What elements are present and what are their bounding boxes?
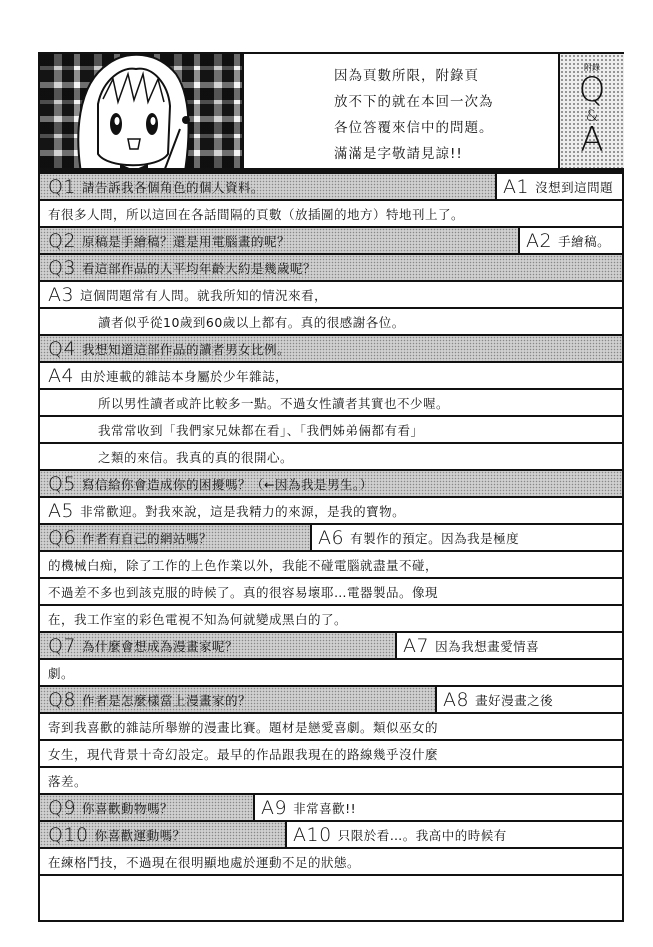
answer-row [40,768,622,795]
inline-answer [395,633,622,658]
answer-row [40,444,622,471]
question-label: Q4 [48,337,77,360]
intro-line: 各位答覆來信中的問題。 [334,120,494,136]
answer-text: 之類的來信。我真的真的很開心。 [98,449,294,465]
answer-text: 在，我工作室的彩色電視不知為何就變成黑白的了。 [48,611,348,627]
answer-row [40,849,622,876]
answer-text: 不過差不多也到該克服的時候了。真的很容易壞耶…電器製品。像現 [48,584,439,600]
answer-row [40,714,622,741]
answer-text: 畫好漫畫之後 [475,692,554,708]
answer-label: A5 [48,499,75,522]
answer-label: A10 [293,823,332,846]
answer-label: A9 [261,796,288,819]
answer-text: 女生，現代背景十奇幻設定。最早的作品跟我現在的路線幾乎沒什麼 [48,746,439,762]
question-row [40,174,622,201]
badge-a: A [580,120,604,160]
question-text: 為什麼會想成為漫畫家呢？ [82,638,239,654]
question-text: 作者是怎麼樣當上漫畫家的？ [82,692,252,708]
character-illustration [40,54,244,168]
answer-text: 讀者似乎從10歲到60歲以上都有。真的很感謝各位。 [98,314,405,330]
answer-text: 所以男性讀者或許比較多一點。不過女性讀者其實也不少喔。 [98,395,450,411]
answer-label: A1 [503,175,530,198]
girl-character-icon [68,54,198,168]
inline-answer [435,687,622,712]
question-text: 請告訴我各個角色的個人資料。 [82,179,265,195]
question-label: Q10 [48,823,89,846]
question-row [40,795,622,822]
question-row [40,525,622,552]
intro-line: 因為頁數所限，附錄頁 [334,68,479,84]
question-row [40,255,622,282]
answer-label: A6 [318,526,345,549]
intro-line: 滿滿是字敬請見諒!! [334,146,463,162]
answer-row [40,309,622,336]
inline-answer [310,525,622,550]
answer-text: 手繪稿。 [558,233,611,249]
answer-text: 落差。 [48,773,88,789]
answer-row [40,390,622,417]
question-text: 看這部作品的人平均年齡大約是幾歲呢？ [82,260,317,276]
question-label: Q8 [48,688,77,711]
question-label: Q2 [48,229,77,252]
question-text: 原稿是手繪稿？還是用電腦畫的呢？ [82,233,291,249]
question-label: Q5 [48,472,77,495]
answer-text: 由於連載的雜誌本身屬於少年雜誌， [80,368,289,384]
answer-text: 沒想到這問題 [535,179,614,195]
question-label: Q9 [48,796,77,819]
answer-text: 在練格鬥技，不過現在很明顯地處於運動不足的狀態。 [48,854,361,870]
qa-page-frame [38,52,624,922]
question-text: 你喜歡運動嗎？ [94,827,186,843]
answer-text: 非常喜歡!! [293,800,357,816]
badge-amp: & [585,106,599,125]
answer-text: 寄到我喜歡的雜誌所舉辦的漫畫比賽。題材是戀愛喜劇。類似巫女的 [48,719,439,735]
answer-row [40,282,622,309]
question-text: 寫信給你會造成你的困擾嗎？（←因為我是男生。） [82,476,373,492]
answer-label: A8 [443,688,470,711]
answer-text: 這個問題常有人問。就我所知的情況來看， [80,287,328,303]
answer-row [40,660,622,687]
answer-row [40,498,622,525]
answer-text: 有製作的預定。因為我是極度 [350,530,520,546]
answer-row [40,417,622,444]
answer-text: 因為我想畫愛情喜 [435,638,540,654]
answer-row [40,741,622,768]
question-row [40,336,622,363]
answer-row [40,579,622,606]
answer-row [40,552,622,579]
answer-label: A7 [403,634,430,657]
qa-badge [558,54,624,168]
answer-text: 我常常收到「我們家兄妹都在看」、「我們姊弟倆都有看」 [98,422,424,438]
badge-q: Q [578,70,606,110]
inline-answer [518,228,622,253]
question-label: Q1 [48,175,77,198]
answer-label: A4 [48,364,75,387]
question-label: Q7 [48,634,77,657]
question-text: 你喜歡動物嗎？ [82,800,174,816]
answer-row [40,201,622,228]
answer-text: 劇。 [48,665,75,681]
question-text: 我想知道這部作品的讀者男女比例。 [82,341,291,357]
question-label: Q3 [48,256,77,279]
inline-answer [495,174,622,199]
question-row [40,822,622,849]
answer-text: 非常歡迎。對我來說，這是我精力的來源，是我的寶物。 [80,503,406,519]
inline-answer [253,795,622,820]
page-header [40,54,622,174]
question-row [40,687,622,714]
appendix-label: 附錄 [584,63,600,72]
question-label: Q6 [48,526,77,549]
answer-text: 只限於看…。我高中的時候有 [337,827,507,843]
answer-label: A2 [526,229,553,252]
intro-note [244,54,556,168]
question-row [40,471,622,498]
answer-label: A3 [48,283,75,306]
intro-line: 放不下的就在本回一次為 [334,94,494,110]
inline-answer [285,822,622,847]
question-text: 作者有自己的網站嗎？ [82,530,213,546]
question-row [40,228,622,255]
answer-row [40,606,622,633]
qa-list [40,174,622,876]
question-row [40,633,622,660]
answer-text: 有很多人問，所以這回在各話間隔的頁數（放插圖的地方）特地刊上了。 [48,206,465,222]
answer-text: 的機械白痴，除了工作的上色作業以外，我能不碰電腦就盡量不碰， [48,557,439,573]
answer-row [40,363,622,390]
